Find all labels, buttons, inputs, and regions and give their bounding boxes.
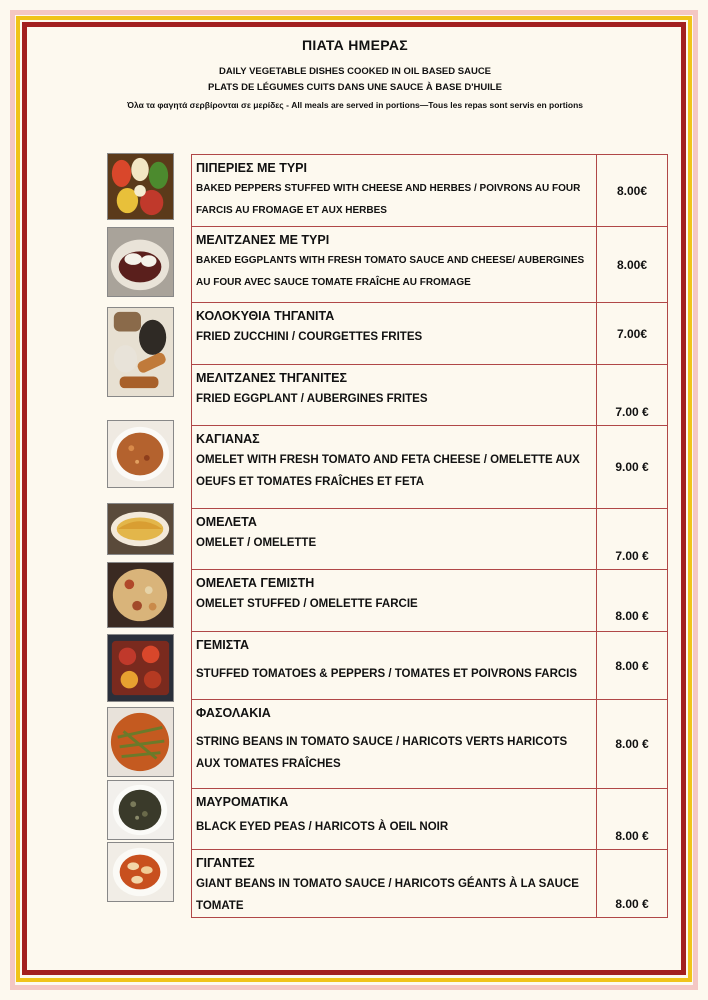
dish-description: OMELET WITH FRESH TOMATO AND FETA CHEESE / OMELETTE AUX OEUFS ET TOMATES FRAÎCHES ET FETA <box>196 454 580 488</box>
subtitle-english: DAILY VEGETABLE DISHES COOKED IN OIL BASED SAUCE <box>218 66 492 77</box>
dish-price: 8.00€ <box>597 155 668 227</box>
dish-description: STRING BEANS IN TOMATO SAUCE / HARICOTS VERTS HARICOTS AUX TOMATES FRAÎCHES <box>196 736 568 770</box>
dish-price: 7.00€ <box>597 303 668 365</box>
string-beans-photo <box>107 707 174 777</box>
menu-row <box>192 850 668 918</box>
dish-description: OMELET / OMELETTE <box>196 537 317 549</box>
gemista-photo <box>107 634 174 702</box>
dish-description: BAKED PEPPERS STUFFED WITH CHEESE AND HERBES / POIVRONS AU FOUR FARCIS AU FROMAGE ET AUX HERBES <box>196 183 581 216</box>
dish-price: 9.00 € <box>597 426 668 509</box>
frame-stripe-top-red <box>22 22 686 27</box>
frame-stripe-bottom-red <box>22 970 686 975</box>
dish-greek-name: ΜΕΛΙΤΖΑΝΕΣ ΜΕ ΤΥΡΙ <box>196 233 330 247</box>
black-eyed-peas-photo <box>107 780 174 840</box>
menu-row <box>192 227 668 303</box>
dish-greek-name: ΜΕΛΙΤΖΑΝΕΣ ΤΗΓΑΝΙΤΕΣ <box>196 371 348 385</box>
eggplant-cheese-photo <box>107 227 174 297</box>
menu-row <box>192 789 668 850</box>
dish-greek-name: ΦΑΣΟΛΑΚΙΑ <box>196 706 271 720</box>
dish-greek-name: ΚΑΓΙΑΝΑΣ <box>196 432 260 446</box>
dish-price: 8.00€ <box>597 227 668 303</box>
dish-greek-name: ΟΜΕΛΕΤΑ <box>196 515 257 529</box>
menu-row <box>192 426 668 509</box>
dish-price: 8.00 € <box>597 789 668 850</box>
frame-stripe-top-gold <box>16 16 692 20</box>
fried-zucchini-photo <box>107 307 174 397</box>
frame-stripe-left-outer <box>10 10 15 990</box>
dish-greek-name: ΟΜΕΛΕΤΑ ΓΕΜΙΣΤΗ <box>196 576 315 590</box>
frame-stripe-right-red <box>681 22 686 975</box>
dish-description: BLACK EYED PEAS / HARICOTS À OEIL NOIR <box>196 821 449 833</box>
page-title: ΠΙΑΤΑ ΗΜΕΡΑΣ <box>302 37 408 53</box>
dish-price: 8.00 € <box>597 700 668 789</box>
omelet-photo <box>107 503 174 555</box>
kagianas-photo <box>107 420 174 488</box>
dish-greek-name: ΠΙΠΕΡΙΕΣ ΜΕ ΤΥΡΙ <box>196 161 307 175</box>
dish-price: 8.00 € <box>597 850 668 918</box>
dish-description: STUFFED TOMATOES & PEPPERS / TOMATES ET POIVRONS FARCIS <box>196 668 578 680</box>
frame-stripe-bottom-outer <box>10 985 698 990</box>
frame-stripe-bottom-gold <box>16 978 692 982</box>
frame-stripe-top-outer <box>10 10 698 15</box>
dish-greek-name: ΚΟΛΟΚΥΘΙΑ ΤΗΓΑΝΙΤΑ <box>196 309 335 323</box>
frame-stripe-right-outer <box>693 10 698 990</box>
dish-description: FRIED ZUCCHINI / COURGETTES FRITES <box>196 331 423 343</box>
portions-note: Όλα τα φαγητά σερβίρονται σε μερίδες - All meals are served in portions—Tous les repas sont servis en portions <box>126 100 584 110</box>
menu-table <box>191 154 668 918</box>
dish-greek-name: ΓΙΓΑΝΤΕΣ <box>196 856 255 870</box>
dish-description: GIANT BEANS IN TOMATO SAUCE / HARICOTS GÉANTS À LA SAUCE TOMATE <box>196 878 579 912</box>
dish-price: 7.00 € <box>597 509 668 570</box>
menu-row <box>192 570 668 632</box>
dish-greek-name: ΓΕΜΙΣΤΑ <box>196 638 249 652</box>
menu-row <box>192 632 668 700</box>
giant-beans-photo <box>107 842 174 902</box>
frame-stripe-right-gold <box>688 16 692 982</box>
dish-greek-name: ΜΑΥΡΟΜΑΤΙΚΑ <box>196 795 289 809</box>
stuffed-omelet-photo <box>107 562 174 628</box>
frame-stripe-left-gold <box>16 16 20 982</box>
stuffed-peppers-photo <box>107 153 174 220</box>
frame-stripe-left-red <box>22 22 27 975</box>
dish-price: 8.00 € <box>597 570 668 632</box>
menu-row <box>192 155 668 227</box>
dish-description: FRIED EGGPLANT / AUBERGINES FRITES <box>196 393 428 405</box>
dish-price: 8.00 € <box>597 632 668 700</box>
menu-row <box>192 700 668 789</box>
menu-row <box>192 509 668 570</box>
dish-price: 7.00 € <box>597 365 668 426</box>
subtitle-french: PLATS DE LÉGUMES CUITS DANS UNE SAUCE À BASE D'HUILE <box>208 82 502 93</box>
menu-row <box>192 303 668 365</box>
dish-description: OMELET STUFFED / OMELETTE FARCIE <box>196 598 418 610</box>
menu-row <box>192 365 668 426</box>
dish-description: BAKED EGGPLANTS WITH FRESH TOMATO SAUCE AND CHEESE/ AUBERGINES AU FOUR AVEC SAUCE TOMATE FRAÎCHE AU FROMAGE <box>196 255 585 288</box>
